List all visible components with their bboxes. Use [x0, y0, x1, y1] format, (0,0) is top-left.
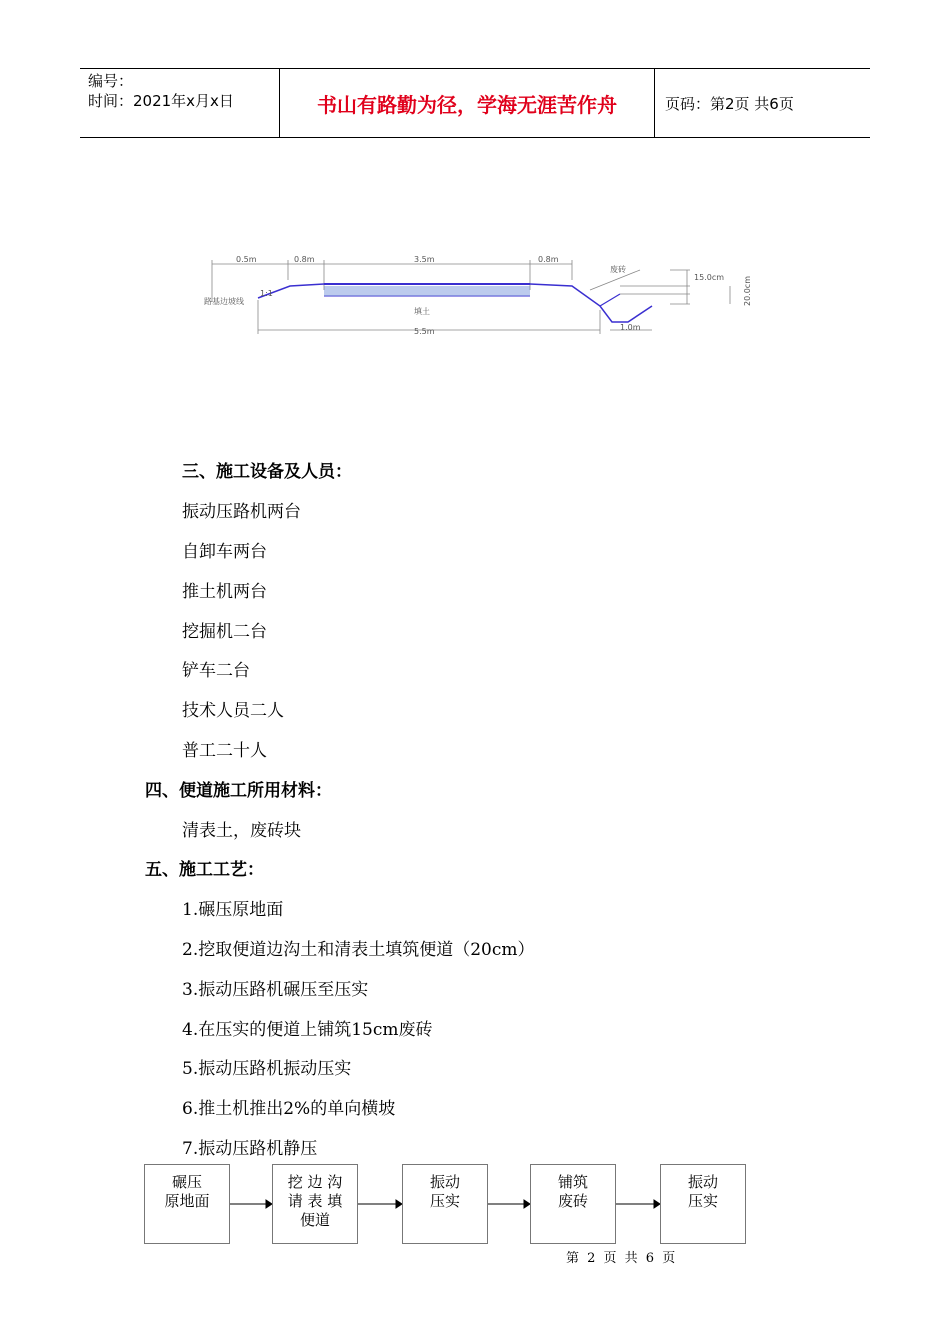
- flow-box-vibrate-compact: [402, 1164, 488, 1244]
- process-step: 2.挖取便道边沟土和清表土填筑便道（20cm）: [182, 940, 535, 960]
- dim-top-3: 3.5m: [414, 255, 435, 264]
- equipment-item: 自卸车两台: [182, 542, 267, 562]
- document-time: 时间：2021年x月x日: [88, 92, 234, 110]
- thickness-15cm-label: 15.0cm: [694, 273, 725, 282]
- header-page-number: 页码：第2页 共6页: [665, 94, 794, 113]
- process-step: 1.碾压原地面: [182, 900, 284, 920]
- process-step: 3.振动压路机碾压至压实: [182, 980, 369, 1000]
- road-cross-section-diagram: [200, 250, 760, 340]
- flow-box-line: 压实: [429, 1192, 460, 1210]
- header-motto: 书山有路勤为径，学海无涯苦作舟: [280, 69, 655, 137]
- personnel-item: 普工二十人: [182, 741, 267, 761]
- flow-box-compact-ground: [144, 1164, 230, 1244]
- flow-box-line: 请 表 填: [287, 1192, 343, 1210]
- waste-brick-label: 废砖: [610, 265, 626, 274]
- dim-top-2: 0.8m: [294, 255, 315, 264]
- page-header: [80, 68, 870, 138]
- equipment-item: 振动压路机两台: [182, 502, 301, 522]
- flow-box-line: 振动: [429, 1173, 460, 1191]
- equipment-item: 推土机两台: [182, 582, 267, 602]
- process-step: 4.在压实的便道上铺筑15cm废砖: [182, 1020, 433, 1040]
- dim-top-1: 0.5m: [236, 255, 257, 264]
- flow-box-line: 便道: [299, 1211, 330, 1229]
- flow-box-line: 碾压: [171, 1173, 202, 1191]
- process-step: 5.振动压路机振动压实: [182, 1059, 352, 1079]
- equipment-item: 铲车二台: [182, 661, 250, 681]
- flow-box-line: 挖 边 沟: [287, 1173, 343, 1191]
- road-profile: [258, 270, 652, 322]
- section-3-title: 三、施工设备及人员：: [182, 462, 352, 482]
- dim-top-4: 0.8m: [538, 255, 559, 264]
- page-footer: 第 2 页 共 6 页: [566, 1251, 676, 1266]
- header-meta: [80, 69, 280, 137]
- dim-bottom-label: 5.5m: [414, 327, 435, 336]
- process-step: 6.推土机推出2%的单向横坡: [182, 1099, 396, 1119]
- slope-ratio-label: 1:1: [260, 289, 273, 298]
- personnel-item: 技术人员二人: [182, 701, 284, 721]
- equipment-item: 挖掘机二台: [182, 622, 267, 642]
- flow-box-line: 振动: [687, 1173, 718, 1191]
- process-step: 7.振动压路机静压: [182, 1139, 318, 1159]
- flow-box-line: 废砖: [557, 1192, 588, 1210]
- dim-ditch-label: 1.0m: [620, 323, 641, 332]
- dimension-lines: [212, 260, 730, 334]
- thickness-20cm-label: 20.0cm: [743, 275, 752, 306]
- flow-box-vibrate-compact-2: [660, 1164, 746, 1244]
- flow-box-line: 铺筑: [557, 1173, 588, 1191]
- base-slope-label: 路基边坡线: [204, 297, 244, 306]
- process-flowchart: [140, 1160, 760, 1250]
- materials-text: 清表土，废砖块: [182, 821, 301, 841]
- section-5-title: 五、施工工艺：: [145, 860, 264, 880]
- flow-box-line: 原地面: [164, 1192, 210, 1210]
- fill-soil-label: 填土: [414, 307, 430, 316]
- section-4-title: 四、便道施工所用材料：: [145, 781, 332, 801]
- flow-box-fill-road: [272, 1164, 358, 1244]
- flow-box-lay-brick: [530, 1164, 616, 1244]
- flow-box-line: 压实: [687, 1192, 718, 1210]
- document-number: 编号：: [88, 72, 134, 90]
